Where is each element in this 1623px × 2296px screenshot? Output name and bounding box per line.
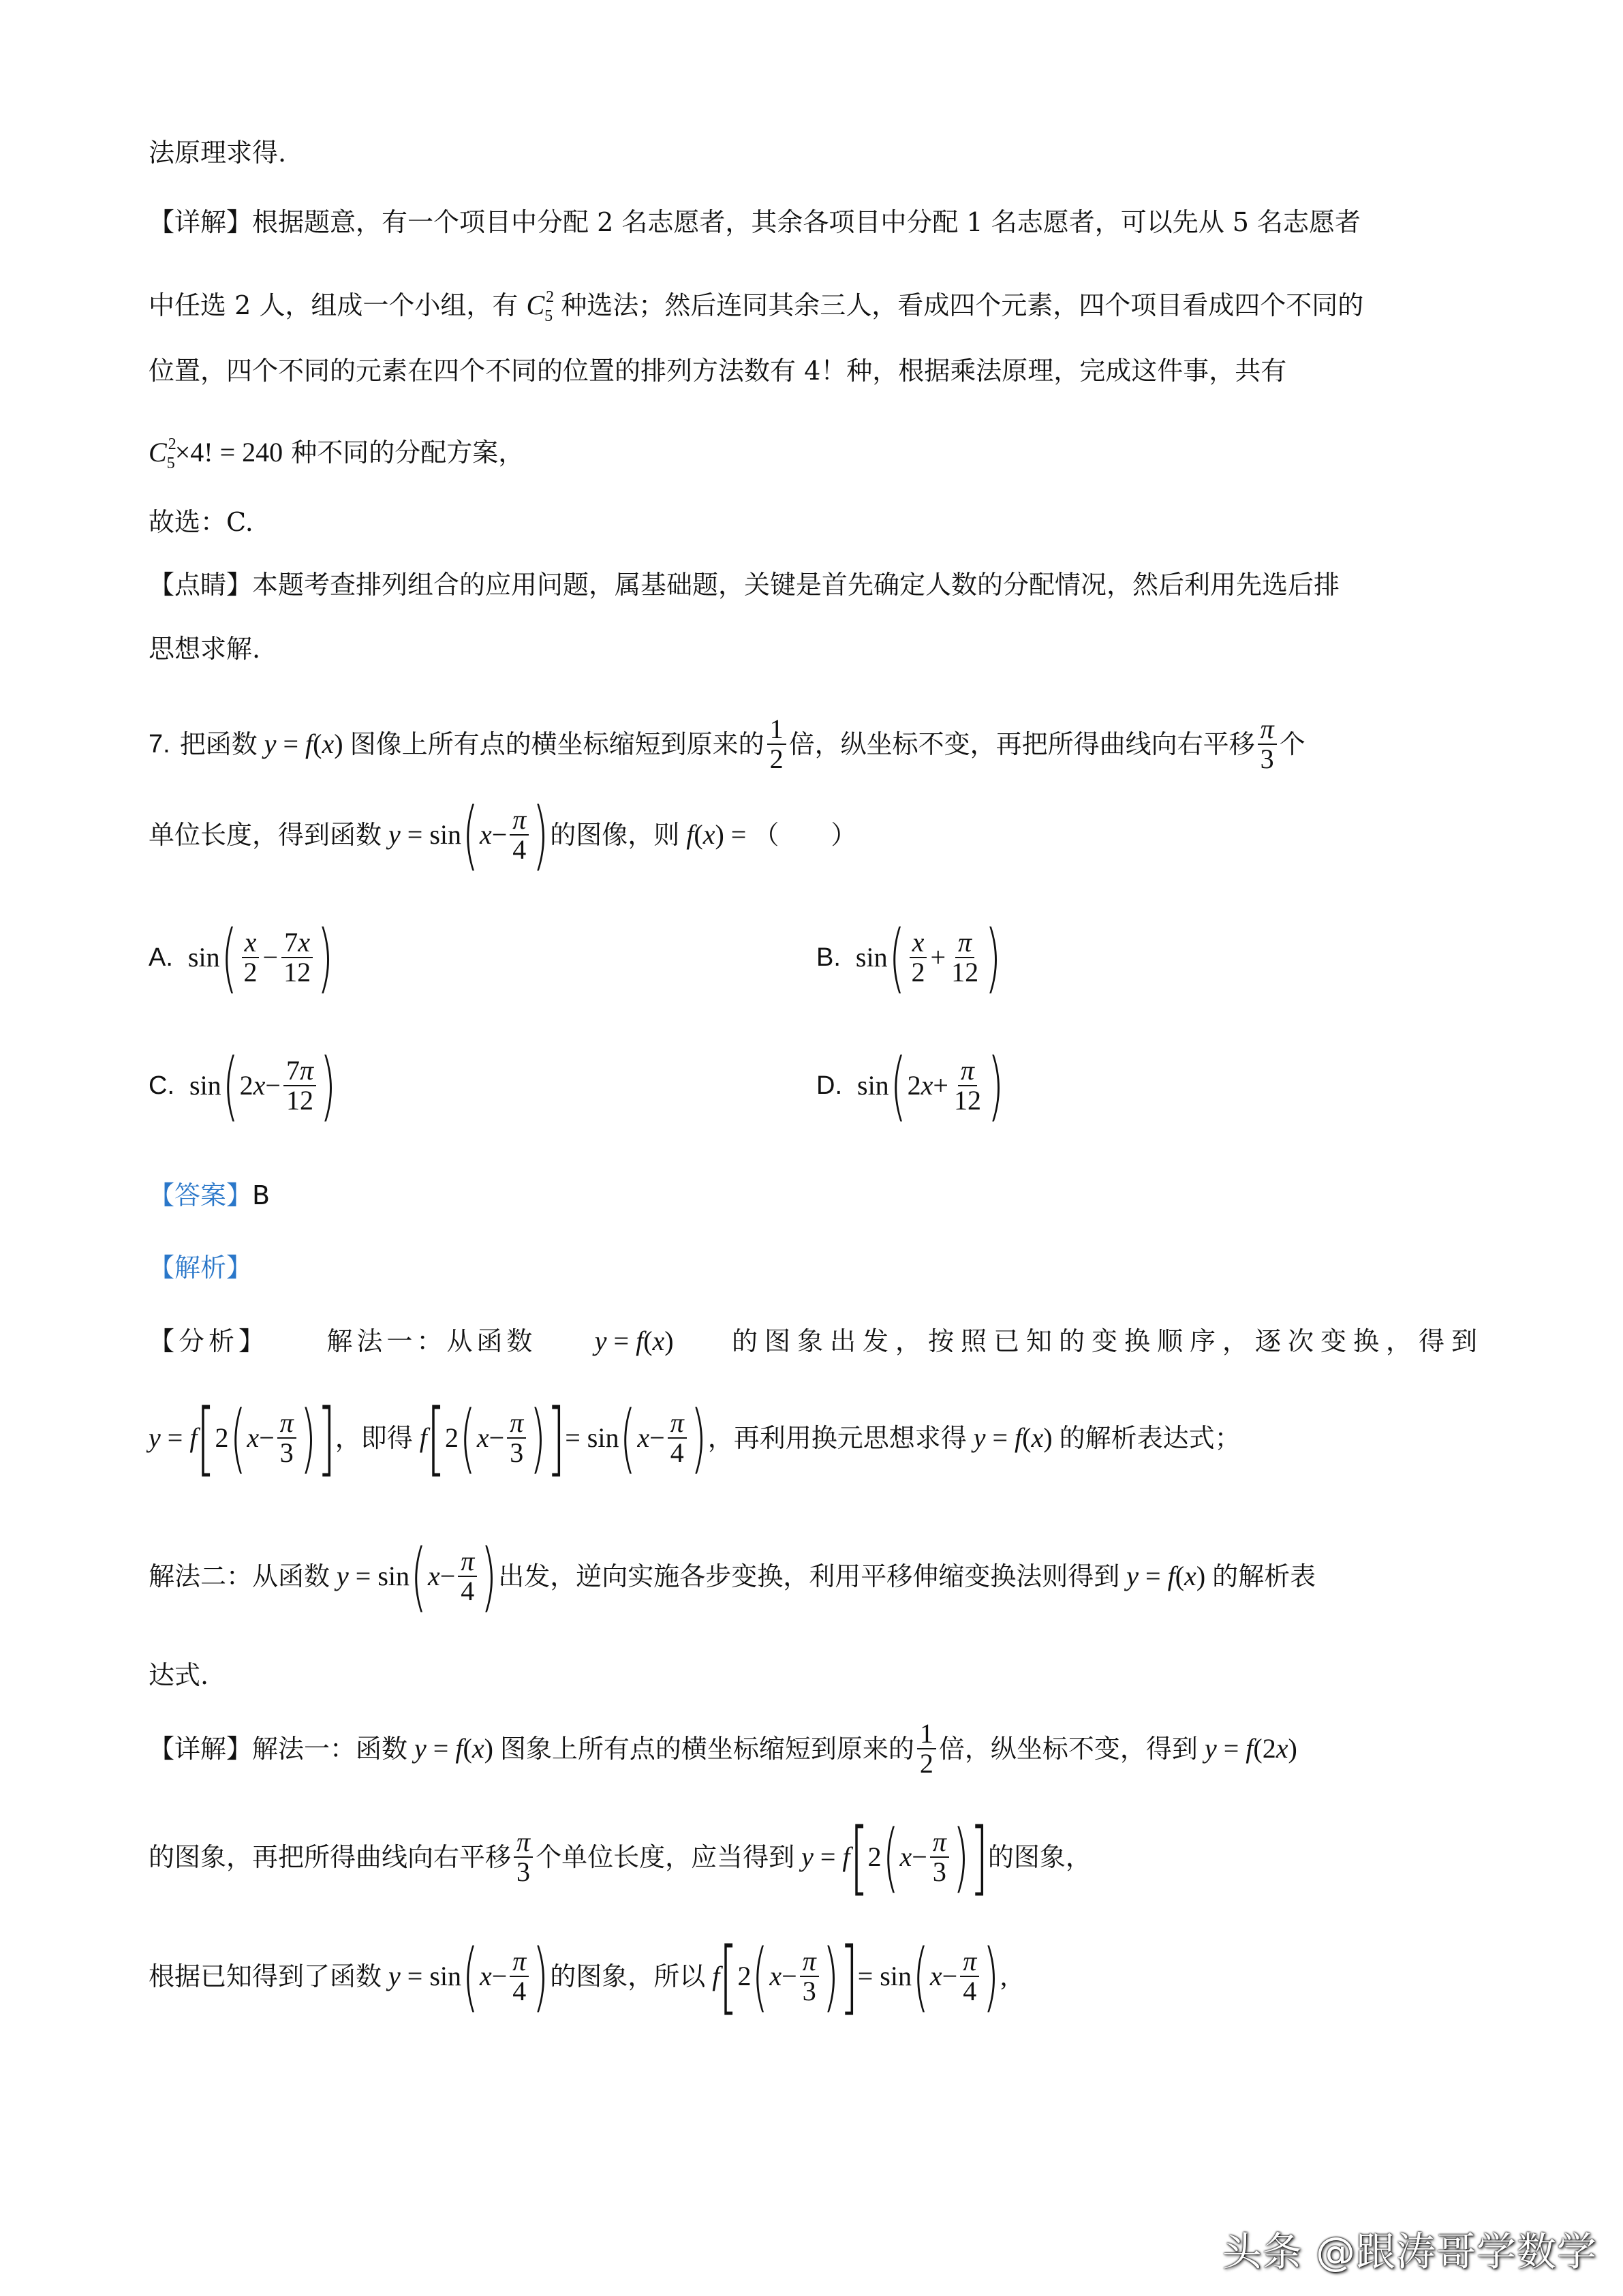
formula-target: y = sin [388,819,462,850]
analysis-text2c: 的解析表达式； [1059,1423,1241,1453]
analysis-text2b: ，再利用换元思想求得 [707,1423,967,1453]
answer-value: B [252,1180,270,1210]
question-text7: （ ） [753,820,857,850]
analysis-text3b: 出发，逆向实施各步变换，利用平移伸缩变换法则得到 [498,1561,1120,1591]
detail1-text3: 位置，四个不同的元素在四个不同的位置的排列方法数有 4！种，根据乘法原理，完成这件事，共有 [149,356,1287,386]
detail1-line2 [149,278,1484,335]
detail2-text1b: 图象上所有点的横坐标缩短到原来的 [499,1734,914,1764]
detail2-line1: 【详解】 解法一：函数 y = f(x) 图象上所有点的横坐标缩短到原来的 $\frac{1}{2}$ 倍，纵坐标不变，得到 y = f(2x) [149,1718,1297,1779]
comment-line2 [149,630,1484,668]
analysis-line3: 解法二：从函数 y = sin ( x − $\frac{\pi}{4}$ ) 出发，逆向实施各步变换，利用平移伸缩变换法则得到 y = f(x) 的解析表 [149,1533,1316,1620]
option-d-key: D. [816,1071,842,1100]
combination-formula: $C^2_5\times 4$! = 240 [149,435,283,472]
detail2-line2: 的图象，再把所得曲线向右平移 $\frac{\pi}{3}$ 个单位长度，应当得到 y = f [ 2 ( x − $\frac{\pi}{3}$ ) ] 的图象， [149,1810,1092,1904]
answer-label: 【答案】 [149,1180,253,1210]
comment-text2: 思想求解. [149,634,261,664]
question-text6: 的图像，则 [550,820,680,850]
fraction-one-half: $\frac{1}{2}$ [767,715,786,774]
analysis-text2a: ，即得 [335,1423,413,1453]
question-text1: 把函数 [179,729,258,759]
combination-c52: $C^2_5$ [526,288,555,325]
formula-composed: y = f [149,1422,198,1453]
analysis-header [149,1249,1484,1287]
analysis-text3c: 的解析表 [1212,1561,1316,1591]
analysis-line4 [149,1656,1484,1694]
detail1-text2a: 中任选 2 人，组成一个小组，有 [149,290,519,320]
option-a[interactable]: A. sin ( $\frac{x}{2}$ − $\frac{7x}{12}$ ) [149,914,334,1001]
question-number: 7. [149,730,170,759]
analysis-line2: y = f [ 2 ( x − $\frac{\pi}{3}$ ) ] ，即得 f [ 2 ( x − $\frac{\pi}{3}$ ) ] = sin ( x − $\frac{\pi}{4}$ ) ，再利用换元思想求得 y = f(x) 的解析表达式； [149,1391,1241,1485]
question-line2: 单位长度，得到函数 y = sin ( x − $\frac{\pi}{4}$ ) 的图像，则 f(x) = （ ） [149,791,857,878]
detail1-text1: 根据题意，有一个项目中分配 2 名志愿者，其余各项目中分配 1 名志愿者，可以先从 5 名志愿者 [252,207,1361,237]
question-text3: 倍，纵坐标不变，再把所得曲线向右平移 [788,729,1255,759]
detail2-text1a: 解法一：函数 [252,1734,408,1764]
watermark: 头条 @跟涛哥学数学 [1222,2229,1597,2275]
option-d[interactable]: D. sin ( 2x+ $\frac{\pi}{12}$ ) [816,1042,1004,1129]
paragraph-end [149,134,1484,172]
option-b-key: B. [816,943,841,972]
choose-text: 故选：C. [149,507,253,537]
analysis-text4: 达式. [149,1660,209,1690]
fraction-pi-3: $\frac{\pi}{3}$ [1258,715,1277,774]
comment-text1: 本题考查排列组合的应用问题，属基础题，关键是首先确定人数的分配情况，然后利用先选后排 [252,570,1340,600]
detail2-text2c: 的图象， [987,1842,1092,1872]
detail2-text2a: 的图象，再把所得曲线向右平移 [149,1842,512,1872]
comment-line1 [149,566,1484,604]
analysis-label: 【解析】 [149,1253,253,1283]
comment-label: 【点睛】 [149,570,253,600]
detail2-text3a: 根据已知得到了函数 [149,1961,382,1991]
analysis-text1b: 的图象出发，按照已知的变换顺序，逐次变换，得到 [731,1326,1484,1356]
analysis-sub-label: 【分析】 [149,1326,269,1356]
detail1-line4 [149,425,1484,483]
detail2-label: 【详解】 [149,1734,253,1764]
option-b[interactable]: B. sin ( $\frac{x}{2}$ + $\frac{\pi}{12}$ ) [816,914,1002,1001]
option-a-key: A. [149,943,173,972]
question-line1 [149,703,1484,785]
option-c[interactable]: C. sin ( 2x− $\frac{7\pi}{12}$ ) [149,1042,337,1129]
detail2-text1c: 倍，纵坐标不变，得到 [938,1734,1198,1764]
para-end-text: 法原理求得. [149,138,287,168]
analysis-text3a: 解法二：从函数 [149,1561,330,1591]
formula-y-fx: y = f(x) [264,729,350,759]
analysis-line1: 【分析】 解法一：从函数 y = f(x) 的图象出发，按照已知的变换顺序，逐次变换，得到 [149,1322,1484,1360]
detail2-line3: 根据已知得到了函数 y = sin ( x − $\frac{\pi}{4}$ ) 的图象，所以 f [ 2 ( x − $\frac{\pi}{3}$ ) ] = sin ( x − $\frac{\pi}{4}$ ) , [149,1929,1008,2023]
detail1-text2b: 种选法；然后连同其余三人，看成四个元素，四个项目看成四个不同的 [561,290,1364,320]
question-text5: 单位长度，得到函数 [149,820,382,850]
choose-line [149,503,1484,541]
option-c-key: C. [149,1071,174,1100]
detail1-text4: 种不同的分配方案， [291,438,525,468]
detail1-line3 [149,352,1484,390]
answer-line [149,1176,1484,1214]
detail2-text2b: 个单位长度，应当得到 [536,1842,795,1872]
question-text2: 图像上所有点的横坐标缩短到原来的 [350,729,764,759]
detail2-text3b: 的图象，所以 [550,1961,706,1991]
detail1-line1 [149,203,1484,241]
question-text4: 个 [1279,729,1305,759]
detail-label: 【详解】 [149,207,253,237]
analysis-text1a: 解法一：从函数 [326,1326,537,1356]
